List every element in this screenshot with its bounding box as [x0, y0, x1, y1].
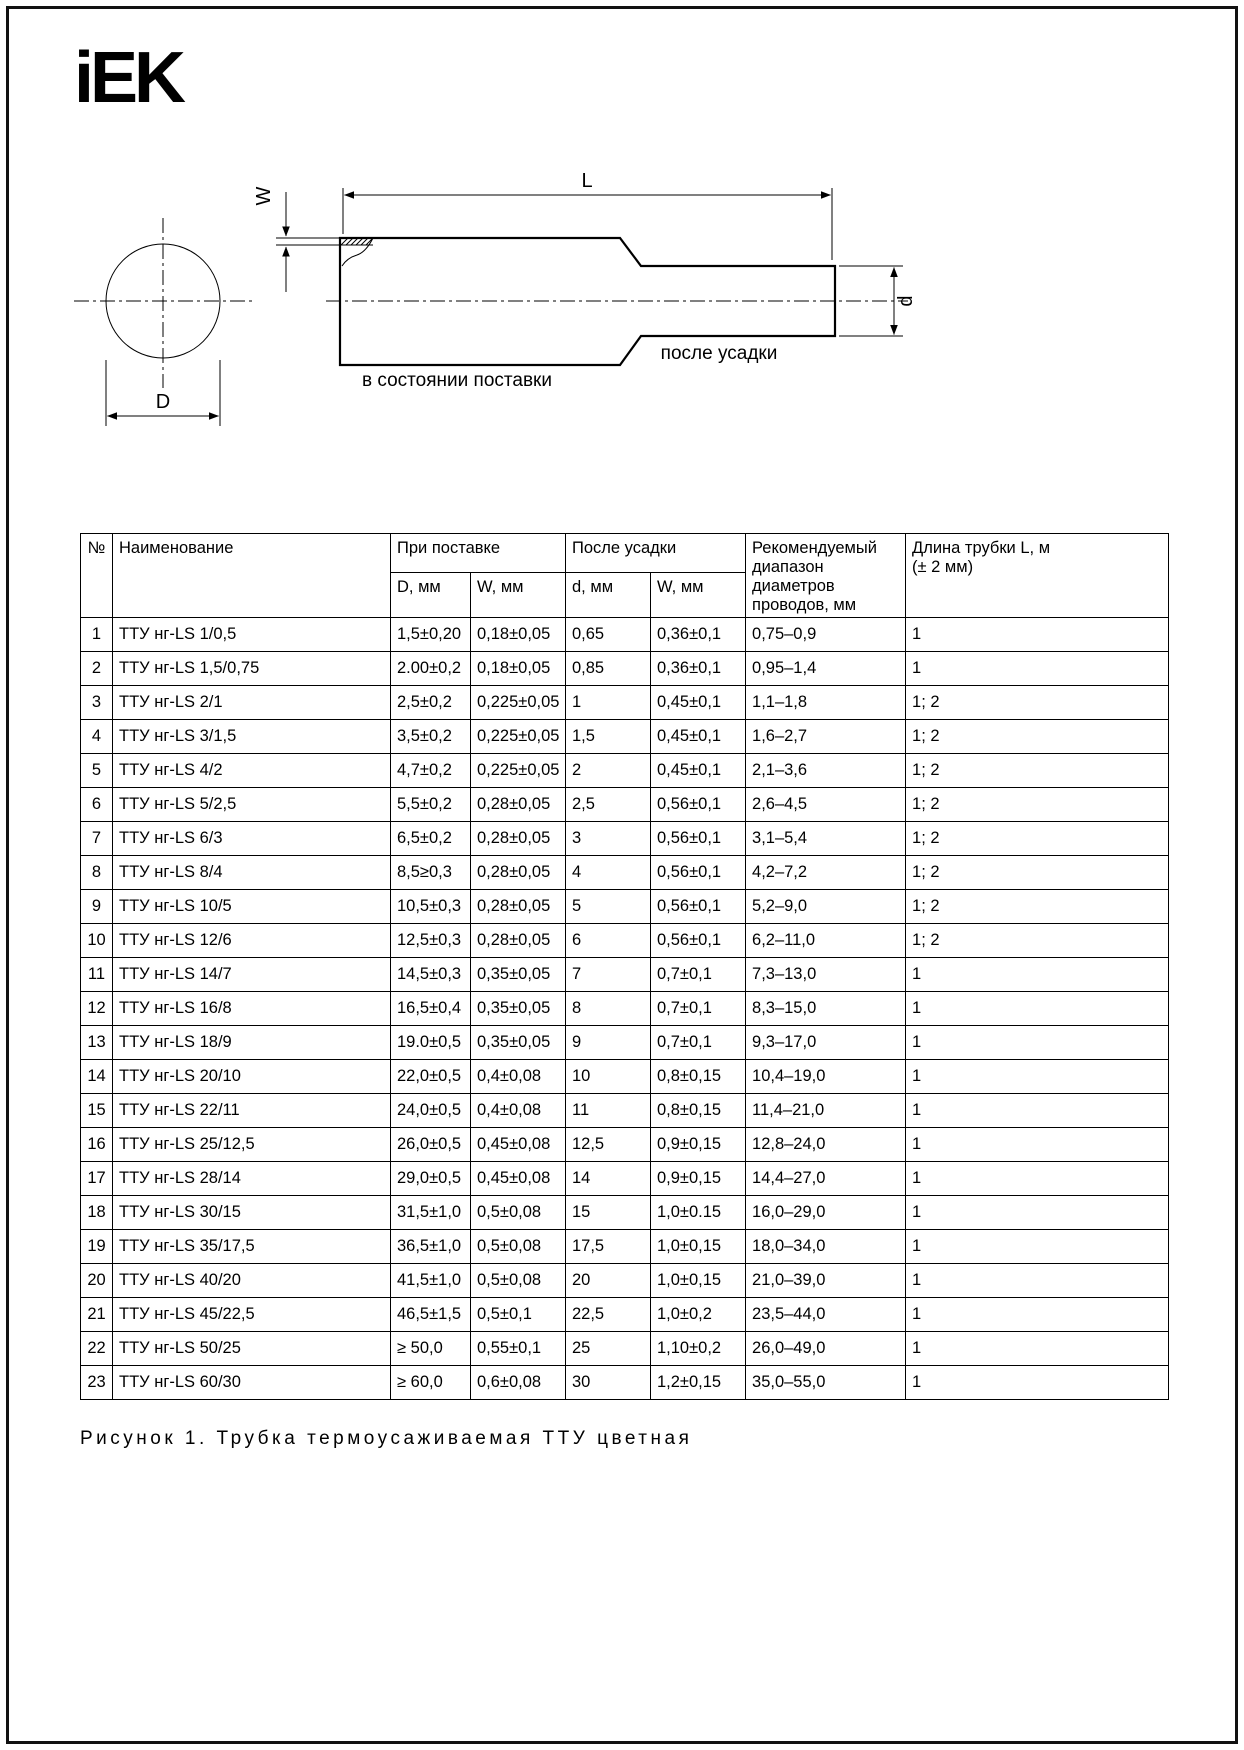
table-row	[81, 992, 1169, 1026]
table-cell: 0,225±0,05	[471, 720, 566, 754]
table-cell: 0,5±0,08	[471, 1196, 566, 1230]
table-cell: 16,5±0,4	[391, 992, 471, 1026]
table-cell: 1	[906, 1094, 1169, 1128]
table-cell: 1; 2	[906, 856, 1169, 890]
table-cell: 15	[81, 1094, 113, 1128]
technical-drawing	[60, 148, 940, 488]
table-cell: 10,5±0,3	[391, 890, 471, 924]
table-cell: 1	[906, 992, 1169, 1026]
dim-label-W: W	[253, 186, 275, 206]
table-cell: 0,56±0,1	[651, 924, 746, 958]
table-cell: 0,18±0,05	[471, 652, 566, 686]
table-cell: 18,0–34,0	[746, 1230, 906, 1264]
table-row	[81, 720, 1169, 754]
table-cell: ТТУ нг-LS 6/3	[113, 822, 391, 856]
table-cell: 8,5≥0,3	[391, 856, 471, 890]
table-cell: 2	[81, 652, 113, 686]
table-cell: 1	[906, 1332, 1169, 1366]
table-cell: 1,1–1,8	[746, 686, 906, 720]
table-cell: 3	[566, 822, 651, 856]
table-cell: 1,5	[566, 720, 651, 754]
label-supplied-state: в состоянии поставки	[362, 370, 552, 391]
table-cell: 20	[566, 1264, 651, 1298]
table-cell: ТТУ нг-LS 14/7	[113, 958, 391, 992]
table-row	[81, 1094, 1169, 1128]
table-cell: 0,5±0,08	[471, 1230, 566, 1264]
table-cell: 1,5±0,20	[391, 618, 471, 652]
table-cell: 0,45±0,08	[471, 1162, 566, 1196]
table-cell: 11	[81, 958, 113, 992]
table-cell: 2,1–3,6	[746, 754, 906, 788]
col-header-W-mm: W, мм	[471, 572, 566, 617]
table-cell: 0,45±0,1	[651, 720, 746, 754]
table-cell: 0,55±0,1	[471, 1332, 566, 1366]
table-cell: ТТУ нг-LS 4/2	[113, 754, 391, 788]
table-cell: 0,85	[566, 652, 651, 686]
table-cell: 7,3–13,0	[746, 958, 906, 992]
table-cell: 19	[81, 1230, 113, 1264]
table-cell: 6,2–11,0	[746, 924, 906, 958]
table-cell: 1; 2	[906, 686, 1169, 720]
table-cell: 9	[81, 890, 113, 924]
table-cell: 5	[81, 754, 113, 788]
table-cell: 1	[906, 1298, 1169, 1332]
table-cell: 0,18±0,05	[471, 618, 566, 652]
table-cell: 2.00±0,2	[391, 652, 471, 686]
table-cell: 1	[81, 618, 113, 652]
table-cell: 1; 2	[906, 822, 1169, 856]
table-cell: 1; 2	[906, 924, 1169, 958]
col-header-D-mm: D, мм	[391, 572, 471, 617]
table-cell: ТТУ нг-LS 30/15	[113, 1196, 391, 1230]
table-cell: 0,225±0,05	[471, 686, 566, 720]
table-cell: 3,5±0,2	[391, 720, 471, 754]
table-cell: 1,0±0,15	[651, 1264, 746, 1298]
table-cell: ТТУ нг-LS 1,5/0,75	[113, 652, 391, 686]
table-cell: 22,5	[566, 1298, 651, 1332]
table-cell: 14	[566, 1162, 651, 1196]
table-cell: 9	[566, 1026, 651, 1060]
table-cell: 18	[81, 1196, 113, 1230]
col-header-at-delivery: При поставке	[391, 534, 566, 573]
table-cell: 11	[566, 1094, 651, 1128]
table-cell: 26,0±0,5	[391, 1128, 471, 1162]
table-cell: 23,5–44,0	[746, 1298, 906, 1332]
table-row	[81, 890, 1169, 924]
dim-label-d: d	[895, 295, 917, 307]
table-row	[81, 1366, 1169, 1400]
table-cell: 0,65	[566, 618, 651, 652]
table-cell: 1	[906, 1264, 1169, 1298]
dim-label-L: L	[581, 170, 593, 192]
table-cell: 0,9±0,15	[651, 1162, 746, 1196]
table-cell: ТТУ нг-LS 10/5	[113, 890, 391, 924]
table-cell: ТТУ нг-LS 20/10	[113, 1060, 391, 1094]
table-cell: ≥ 50,0	[391, 1332, 471, 1366]
iek-logo: iEK	[74, 38, 183, 118]
table-cell: 9,3–17,0	[746, 1026, 906, 1060]
table-cell: 0,8±0,15	[651, 1094, 746, 1128]
table-cell: 12,5	[566, 1128, 651, 1162]
table-cell: 10	[81, 924, 113, 958]
table-cell: 6	[566, 924, 651, 958]
table-cell: 1	[566, 686, 651, 720]
table-cell: 14	[81, 1060, 113, 1094]
table-cell: 23	[81, 1366, 113, 1400]
table-cell: 5	[566, 890, 651, 924]
table-cell: 29,0±0,5	[391, 1162, 471, 1196]
table-cell: 1	[906, 652, 1169, 686]
figure-caption: Рисунок 1. Трубка термоусаживаемая ТТУ цветная	[80, 1428, 693, 1449]
table-cell: ТТУ нг-LS 12/6	[113, 924, 391, 958]
table-cell: 0,28±0,05	[471, 890, 566, 924]
table-row	[81, 1196, 1169, 1230]
table-row	[81, 1230, 1169, 1264]
table-row	[81, 1298, 1169, 1332]
spec-table	[80, 533, 1169, 1400]
table-cell: 0,5±0,08	[471, 1264, 566, 1298]
table-cell: ≥ 60,0	[391, 1366, 471, 1400]
table-row	[81, 788, 1169, 822]
table-cell: 14,5±0,3	[391, 958, 471, 992]
table-cell: 22	[81, 1332, 113, 1366]
table-cell: 1,2±0,15	[651, 1366, 746, 1400]
table-cell: 0,45±0,1	[651, 754, 746, 788]
table-cell: ТТУ нг-LS 40/20	[113, 1264, 391, 1298]
table-cell: ТТУ нг-LS 35/17,5	[113, 1230, 391, 1264]
table-cell: ТТУ нг-LS 3/1,5	[113, 720, 391, 754]
table-cell: 1,10±0,2	[651, 1332, 746, 1366]
table-cell: 0,35±0,05	[471, 958, 566, 992]
table-cell: 16	[81, 1128, 113, 1162]
table-cell: 14,4–27,0	[746, 1162, 906, 1196]
table-cell: 2,5±0,2	[391, 686, 471, 720]
table-cell: 13	[81, 1026, 113, 1060]
table-cell: 1; 2	[906, 720, 1169, 754]
dim-label-D: D	[155, 391, 171, 413]
table-cell: 8	[81, 856, 113, 890]
table-cell: 36,5±1,0	[391, 1230, 471, 1264]
table-cell: 0,6±0,08	[471, 1366, 566, 1400]
table-cell: 10,4–19,0	[746, 1060, 906, 1094]
table-cell: 0,45±0,1	[651, 686, 746, 720]
table-cell: 2,6–4,5	[746, 788, 906, 822]
table-cell: 31,5±1,0	[391, 1196, 471, 1230]
table-cell: 10	[566, 1060, 651, 1094]
table-cell: 4	[566, 856, 651, 890]
table-cell: 1	[906, 1162, 1169, 1196]
table-cell: 6	[81, 788, 113, 822]
table-cell: ТТУ нг-LS 8/4	[113, 856, 391, 890]
col-header-length	[906, 534, 1169, 618]
table-cell: 8,3–15,0	[746, 992, 906, 1026]
table-cell: 16,0–29,0	[746, 1196, 906, 1230]
table-cell: 2,5	[566, 788, 651, 822]
table-cell: 0,35±0,05	[471, 992, 566, 1026]
table-cell: 0,4±0,08	[471, 1060, 566, 1094]
table-cell: ТТУ нг-LS 28/14	[113, 1162, 391, 1196]
table-cell: 0,7±0,1	[651, 958, 746, 992]
table-cell: 1,0±0,15	[651, 1230, 746, 1264]
table-cell: 1	[906, 1026, 1169, 1060]
table-cell: 1,0±0,2	[651, 1298, 746, 1332]
table-cell: 1	[906, 618, 1169, 652]
table-cell: 24,0±0,5	[391, 1094, 471, 1128]
label-shrunk-state: после усадки	[660, 343, 778, 364]
table-cell: 1; 2	[906, 754, 1169, 788]
table-row	[81, 1026, 1169, 1060]
table-cell: 0,28±0,05	[471, 822, 566, 856]
table-cell: 12,5±0,3	[391, 924, 471, 958]
table-cell: 7	[566, 958, 651, 992]
table-cell: 0,9±0,15	[651, 1128, 746, 1162]
table-cell: 1	[906, 1060, 1169, 1094]
table-cell: 30	[566, 1366, 651, 1400]
table-cell: 1	[906, 1230, 1169, 1264]
table-row	[81, 1332, 1169, 1366]
table-cell: 1; 2	[906, 890, 1169, 924]
table-cell: 5,5±0,2	[391, 788, 471, 822]
table-cell: 0,56±0,1	[651, 788, 746, 822]
table-cell: 0,28±0,05	[471, 924, 566, 958]
table-cell: 0,5±0,1	[471, 1298, 566, 1332]
table-cell: 26,0–49,0	[746, 1332, 906, 1366]
table-row	[81, 1162, 1169, 1196]
col-header-after-shrink: После усадки	[566, 534, 746, 573]
table-cell: 5,2–9,0	[746, 890, 906, 924]
table-cell: 0,4±0,08	[471, 1094, 566, 1128]
table-cell: 1	[906, 1366, 1169, 1400]
table-cell: ТТУ нг-LS 25/12,5	[113, 1128, 391, 1162]
table-cell: 7	[81, 822, 113, 856]
table-cell: 0,56±0,1	[651, 856, 746, 890]
table-cell: 21,0–39,0	[746, 1264, 906, 1298]
table-row	[81, 1264, 1169, 1298]
table-cell: 0,28±0,05	[471, 788, 566, 822]
table-cell: ТТУ нг-LS 22/11	[113, 1094, 391, 1128]
table-cell: 0,75–0,9	[746, 618, 906, 652]
table-cell: 1; 2	[906, 788, 1169, 822]
table-cell: 11,4–21,0	[746, 1094, 906, 1128]
table-cell: 1,6–2,7	[746, 720, 906, 754]
col-header-w2-mm: W, мм	[651, 572, 746, 617]
table-row	[81, 1060, 1169, 1094]
table-cell: 41,5±1,0	[391, 1264, 471, 1298]
table-cell: 4	[81, 720, 113, 754]
table-row	[81, 924, 1169, 958]
table-cell: ТТУ нг-LS 1/0,5	[113, 618, 391, 652]
table-cell: ТТУ нг-LS 60/30	[113, 1366, 391, 1400]
table-cell: 3,1–5,4	[746, 822, 906, 856]
table-row	[81, 822, 1169, 856]
table-cell: 0,35±0,05	[471, 1026, 566, 1060]
table-cell: 15	[566, 1196, 651, 1230]
table-cell: 35,0–55,0	[746, 1366, 906, 1400]
table-cell: 12,8–24,0	[746, 1128, 906, 1162]
table-cell: ТТУ нг-LS 16/8	[113, 992, 391, 1026]
col-header-d-mm: d, мм	[566, 572, 651, 617]
table-cell: 3	[81, 686, 113, 720]
table-cell: 20	[81, 1264, 113, 1298]
table-row	[81, 958, 1169, 992]
table-cell: 0,45±0,08	[471, 1128, 566, 1162]
table-cell: 0,95–1,4	[746, 652, 906, 686]
table-cell: ТТУ нг-LS 5/2,5	[113, 788, 391, 822]
table-cell: 4,2–7,2	[746, 856, 906, 890]
table-cell: 8	[566, 992, 651, 1026]
table-cell: 1	[906, 1196, 1169, 1230]
table-row	[81, 686, 1169, 720]
table-cell: 22,0±0,5	[391, 1060, 471, 1094]
table-cell: 19.0±0,5	[391, 1026, 471, 1060]
table-cell: 0,56±0,1	[651, 822, 746, 856]
col-header-length-line1: Длина трубки L, м	[912, 539, 1051, 557]
table-cell: 1	[906, 1128, 1169, 1162]
table-cell: 12	[81, 992, 113, 1026]
table-cell: 6,5±0,2	[391, 822, 471, 856]
table-cell: 0,7±0,1	[651, 1026, 746, 1060]
table-cell: ТТУ нг-LS 50/25	[113, 1332, 391, 1366]
table-cell: 0,36±0,1	[651, 618, 746, 652]
table-row	[81, 618, 1169, 652]
table-cell: 0,56±0,1	[651, 890, 746, 924]
col-header-range: Рекомендуемый диапазон диаметров проводов, мм	[746, 534, 906, 618]
table-cell: 0,28±0,05	[471, 856, 566, 890]
table-row	[81, 856, 1169, 890]
table-row	[81, 1128, 1169, 1162]
table-cell: 2	[566, 754, 651, 788]
table-cell: 17,5	[566, 1230, 651, 1264]
col-header-num: №	[81, 534, 113, 618]
table-cell: 0,36±0,1	[651, 652, 746, 686]
table-cell: 4,7±0,2	[391, 754, 471, 788]
table-row	[81, 754, 1169, 788]
table-cell: 21	[81, 1298, 113, 1332]
spec-table-body	[81, 618, 1169, 1400]
table-cell: ТТУ нг-LS 45/22,5	[113, 1298, 391, 1332]
table-cell: ТТУ нг-LS 18/9	[113, 1026, 391, 1060]
table-cell: 0,8±0,15	[651, 1060, 746, 1094]
table-cell: 0,7±0,1	[651, 992, 746, 1026]
table-cell: 17	[81, 1162, 113, 1196]
col-header-name: Наименование	[113, 534, 391, 618]
table-cell: 25	[566, 1332, 651, 1366]
table-cell: 0,225±0,05	[471, 754, 566, 788]
table-cell: 46,5±1,5	[391, 1298, 471, 1332]
table-cell: 1,0±0.15	[651, 1196, 746, 1230]
table-cell: 1	[906, 958, 1169, 992]
table-cell: ТТУ нг-LS 2/1	[113, 686, 391, 720]
table-row	[81, 652, 1169, 686]
col-header-length-line2: (± 2 мм)	[912, 558, 974, 576]
